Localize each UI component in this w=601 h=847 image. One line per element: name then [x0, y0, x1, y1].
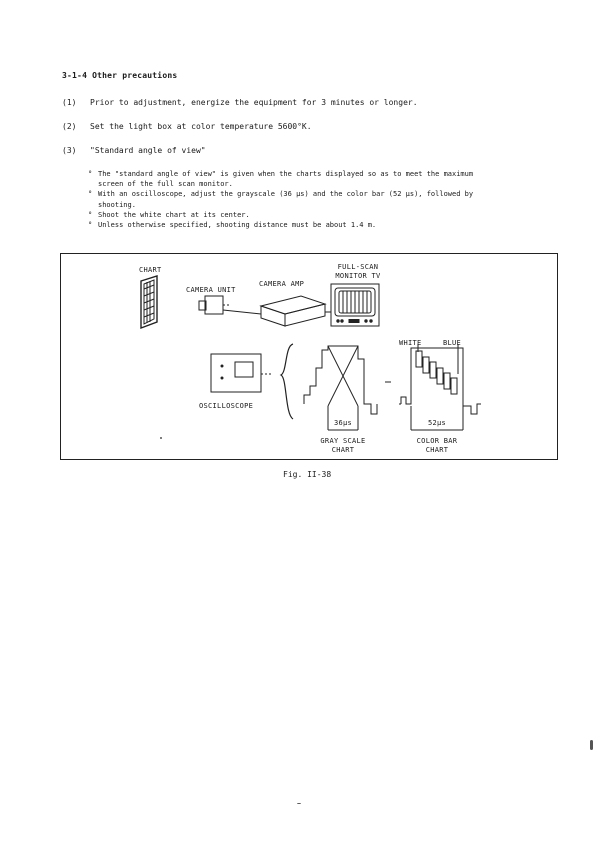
gray-time-label: 36μs: [333, 419, 353, 427]
color-chart-label-line2: CHART: [425, 446, 449, 454]
camera-unit-label: CAMERA UNIT: [186, 286, 236, 294]
gray-chart-label-line2: CHART: [331, 446, 355, 454]
bullet-line: Shoot the white chart at its center.: [98, 210, 250, 219]
bullet-line: screen of the full scan monitor.: [98, 180, 233, 189]
bullet-list: [88, 169, 558, 230]
white-label: WHITE: [399, 339, 422, 347]
bullet-mark: °: [88, 190, 93, 199]
gray-scale-waveform: [304, 346, 391, 430]
camera-amp-icon: [223, 296, 325, 326]
brace-icon: [281, 344, 293, 419]
oscilloscope-label: OSCILLOSCOPE: [199, 402, 254, 410]
monitor-label-line1: FULL-SCAN: [337, 263, 379, 271]
scan-speck: [297, 803, 301, 804]
item-text: Prior to adjustment, energize the equipment for 3 minutes or longer.: [90, 98, 418, 107]
item-text: Set the light box at color temperature 5600°K.: [90, 122, 312, 131]
monitor-label-line2: MONITOR TV: [335, 272, 381, 280]
camera-unit-icon: [199, 296, 231, 314]
scan-speck: [590, 740, 593, 750]
blue-label: BLUE: [443, 339, 462, 347]
bullet-line: With an oscilloscope, adjust the grayscale (36 μs) and the color bar (52 μs), followed by: [98, 190, 474, 199]
bullet-item: [88, 220, 558, 230]
gray-chart-label-line1: GRAY SCALE: [320, 437, 366, 445]
chart-label: CHART: [139, 266, 162, 274]
monitor-tv-icon: [325, 284, 379, 326]
bullet-line: Unless otherwise specified, shooting distance must be about 1.4 m.: [98, 221, 377, 230]
item-number: (1): [62, 98, 77, 107]
color-bar-waveform: [399, 344, 481, 430]
bullet-item: [88, 210, 558, 220]
setup-diagram: [60, 253, 558, 460]
bullet-item: [88, 169, 558, 189]
item-number: (3): [62, 146, 77, 155]
oscilloscope-icon: [211, 354, 273, 392]
scan-speck: [160, 437, 162, 439]
bullet-item: [88, 189, 558, 209]
bullet-line: The "standard angle of view" is given when the charts displayed so as to meet the maximum: [98, 170, 474, 178]
item-number: (2): [62, 122, 77, 131]
item-text: "Standard angle of view": [90, 146, 206, 155]
section-heading: 3-1-4 Other precautions: [62, 71, 178, 80]
color-chart-label-line1: COLOR BAR: [416, 437, 458, 445]
camera-amp-label: CAMERA AMP: [259, 280, 305, 288]
figure-caption: Fig. II-38: [283, 470, 332, 479]
bullet-mark: °: [88, 221, 93, 230]
bullet-line: shooting.: [98, 200, 136, 209]
chart-frame-icon: [141, 276, 157, 328]
bullet-mark: °: [88, 170, 93, 178]
bullet-mark: °: [88, 210, 93, 219]
color-time-label: 52μs: [427, 419, 447, 427]
diagram-drawing: [61, 254, 559, 461]
